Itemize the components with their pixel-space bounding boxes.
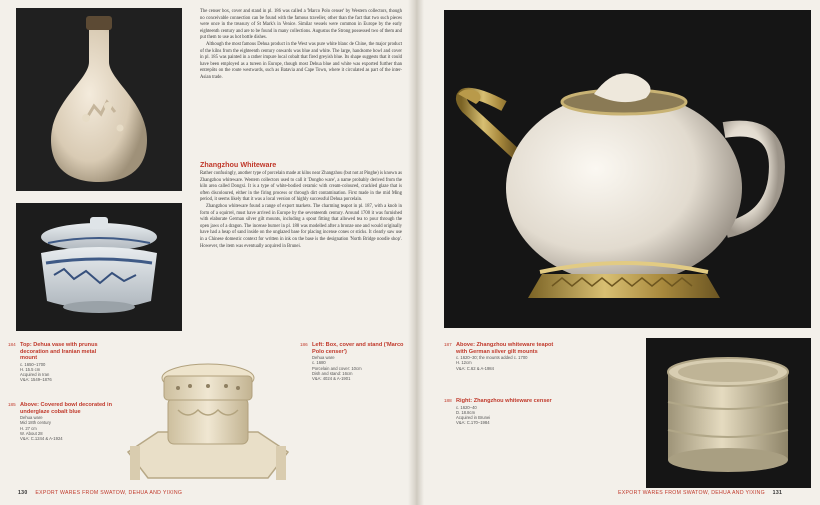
- caption-detail: Acquired in Brunei: [456, 415, 491, 420]
- caption-detail: Dish and stand: 16cm: [312, 370, 353, 376]
- zhangzhou-teapot-photo: [444, 10, 811, 328]
- caption-detail: c. 1620–30; the mounts added c. 1700: [456, 355, 528, 361]
- caption-detail: H. 15.5 cm: [20, 366, 41, 372]
- caption-184: [8, 342, 112, 383]
- caption-detail: Dehua ware: [312, 355, 335, 361]
- caption-detail: Acquired in Iran: [20, 372, 50, 378]
- caption-title: Above: Zhangzhou whiteware teapot with German silver gilt mounts: [456, 342, 554, 355]
- caption-detail: V&A: C.170–1984: [456, 420, 490, 426]
- caption-detail: H. 12cm: [456, 360, 472, 366]
- caption-detail: V&A: 1549–1876: [20, 377, 52, 383]
- caption-detail: Mid 18th century: [20, 420, 51, 426]
- caption-detail: c. 1620–40: [456, 404, 477, 410]
- caption-detail: W. About 28: [20, 430, 43, 436]
- body-text-column-top: [200, 9, 402, 82]
- page-number: 131: [772, 490, 783, 496]
- body-paragraph: Rather confusingly, another type of porcelain made at kilns near Zhangzhou (but not at Pinghe) is known as Zhangzhou whiteware. Western collectors used to call it 'Dongbo ware', a name probably derived from the kiln area called Dongxi. It is a type of white-bodied ceramic with cream-coloured, crackled glaze that is often discoloured, either in the firing process or through dirt contamination. First made in the mid Ming period, it seems likely that it was a local version of highly successful Dehua porcelain.: [200, 171, 402, 203]
- running-footer: EXPORT WARES FROM SWATOW, DEHUA AND YIXING: [35, 490, 183, 496]
- right-page-footer: [618, 490, 782, 496]
- body-paragraph: The censer box, cover and stand in pl. 186 was called a 'Marco Polo censer' by Western collectors, though no conceivable connection can be found with the famous traveller, other than the fact that two such pieces were once in the treasury of St Mark's in Venice. Similar vessels were common in Europe by the early eighteenth century and are to be found in many collections. Augustus the Strong possessed two of them and put them to use as hot bottle dishes.: [200, 9, 402, 41]
- caption-title: Above: Covered bowl decorated in underglaze cobalt blue: [20, 402, 113, 415]
- section-heading: Zhangzhou Whiteware: [200, 160, 277, 169]
- censer-illustration: [118, 340, 298, 490]
- caption-detail: H. 27 cm: [20, 425, 37, 431]
- caption-detail: Porcelain and cover: 10cm: [312, 365, 362, 371]
- caption-number: 185: [8, 402, 16, 407]
- caption-detail: V&A: C.62 & A-1984: [456, 365, 494, 371]
- caption-detail: c. 1650–1700: [20, 361, 46, 367]
- vase-illustration: [16, 8, 182, 191]
- body-paragraph: Zhangzhou whiteware found a range of export markets. The charming teapot in pl. 187, with a knob in form of a squirrel, must have arrived in Europe by the seventeenth century. Around 1700 it was furnished with elaborate German silver gilt mounts, including a spout fitting that allowed tea to pour through the open jaws of a dragon. The incense burner in pl. 188 was modelled after a bronze one and would originally have had a heap of sand inside on the unglazed base for placing incense cones or sticks. It clearly saw use in a Chinese domestic context for written in ink on the base is the designation 'North Bridge noodle shop'. However, the item was eventually acquired in Brunei.: [200, 203, 402, 249]
- left-page-footer: [18, 490, 182, 496]
- caption-number: 186: [300, 342, 308, 347]
- caption-186: [300, 342, 404, 381]
- covered-bowl-photo: [16, 203, 182, 331]
- caption-detail: c. 1680: [312, 360, 326, 366]
- caption-detail: D. 18.8cm: [456, 409, 476, 415]
- dehua-vase-photo: [16, 8, 182, 191]
- teapot-illustration: [444, 10, 811, 328]
- caption-187: [444, 342, 564, 371]
- body-text-column-bottom: [200, 171, 402, 250]
- caption-title: Left: Box, cover and stand ('Marco Polo censer'): [312, 342, 404, 355]
- caption-detail: Dehua ware: [20, 415, 43, 421]
- running-footer: EXPORT WARES FROM SWATOW, DEHUA AND YIXING: [618, 490, 765, 496]
- caption-detail: V&A: C.1244 & A-1924: [20, 436, 63, 441]
- bowl-illustration: [16, 203, 182, 331]
- caption-detail: V&A: 4024 & A-1901: [312, 376, 351, 381]
- caption-title: Top: Dehua vase with prunus decoration and Iranian metal mount: [20, 342, 98, 362]
- caption-title: Right: Zhangzhou whiteware censer: [456, 398, 552, 404]
- zhangzhou-censer-photo: [646, 338, 811, 488]
- book-gutter: [408, 0, 424, 505]
- caption-185: [8, 402, 112, 441]
- censer-cylinder-illustration: [646, 338, 811, 488]
- caption-number: 184: [8, 342, 16, 347]
- caption-number: 187: [444, 342, 452, 347]
- caption-188: [444, 398, 564, 425]
- marco-polo-censer-photo: [118, 340, 298, 490]
- caption-number: 188: [444, 398, 452, 403]
- body-paragraph: Although the most famous Dehua product in the West was pure white blanc de Chine, the major product of the kilns from the eighteenth century onwards was blue and white. The large, handsome bowl and cover in pl. 185 was painted in a rather impure local cobalt that fired greyish blue. Its shape suggests that it could have been employed as a tureen in Europe, though most Dehua blue and white was exported further than entrepôts on the route westwards, such as Batavia and Cape Town, where it circulated as part of the inter-Asian trade.: [200, 41, 402, 80]
- page-number: 130: [18, 490, 28, 496]
